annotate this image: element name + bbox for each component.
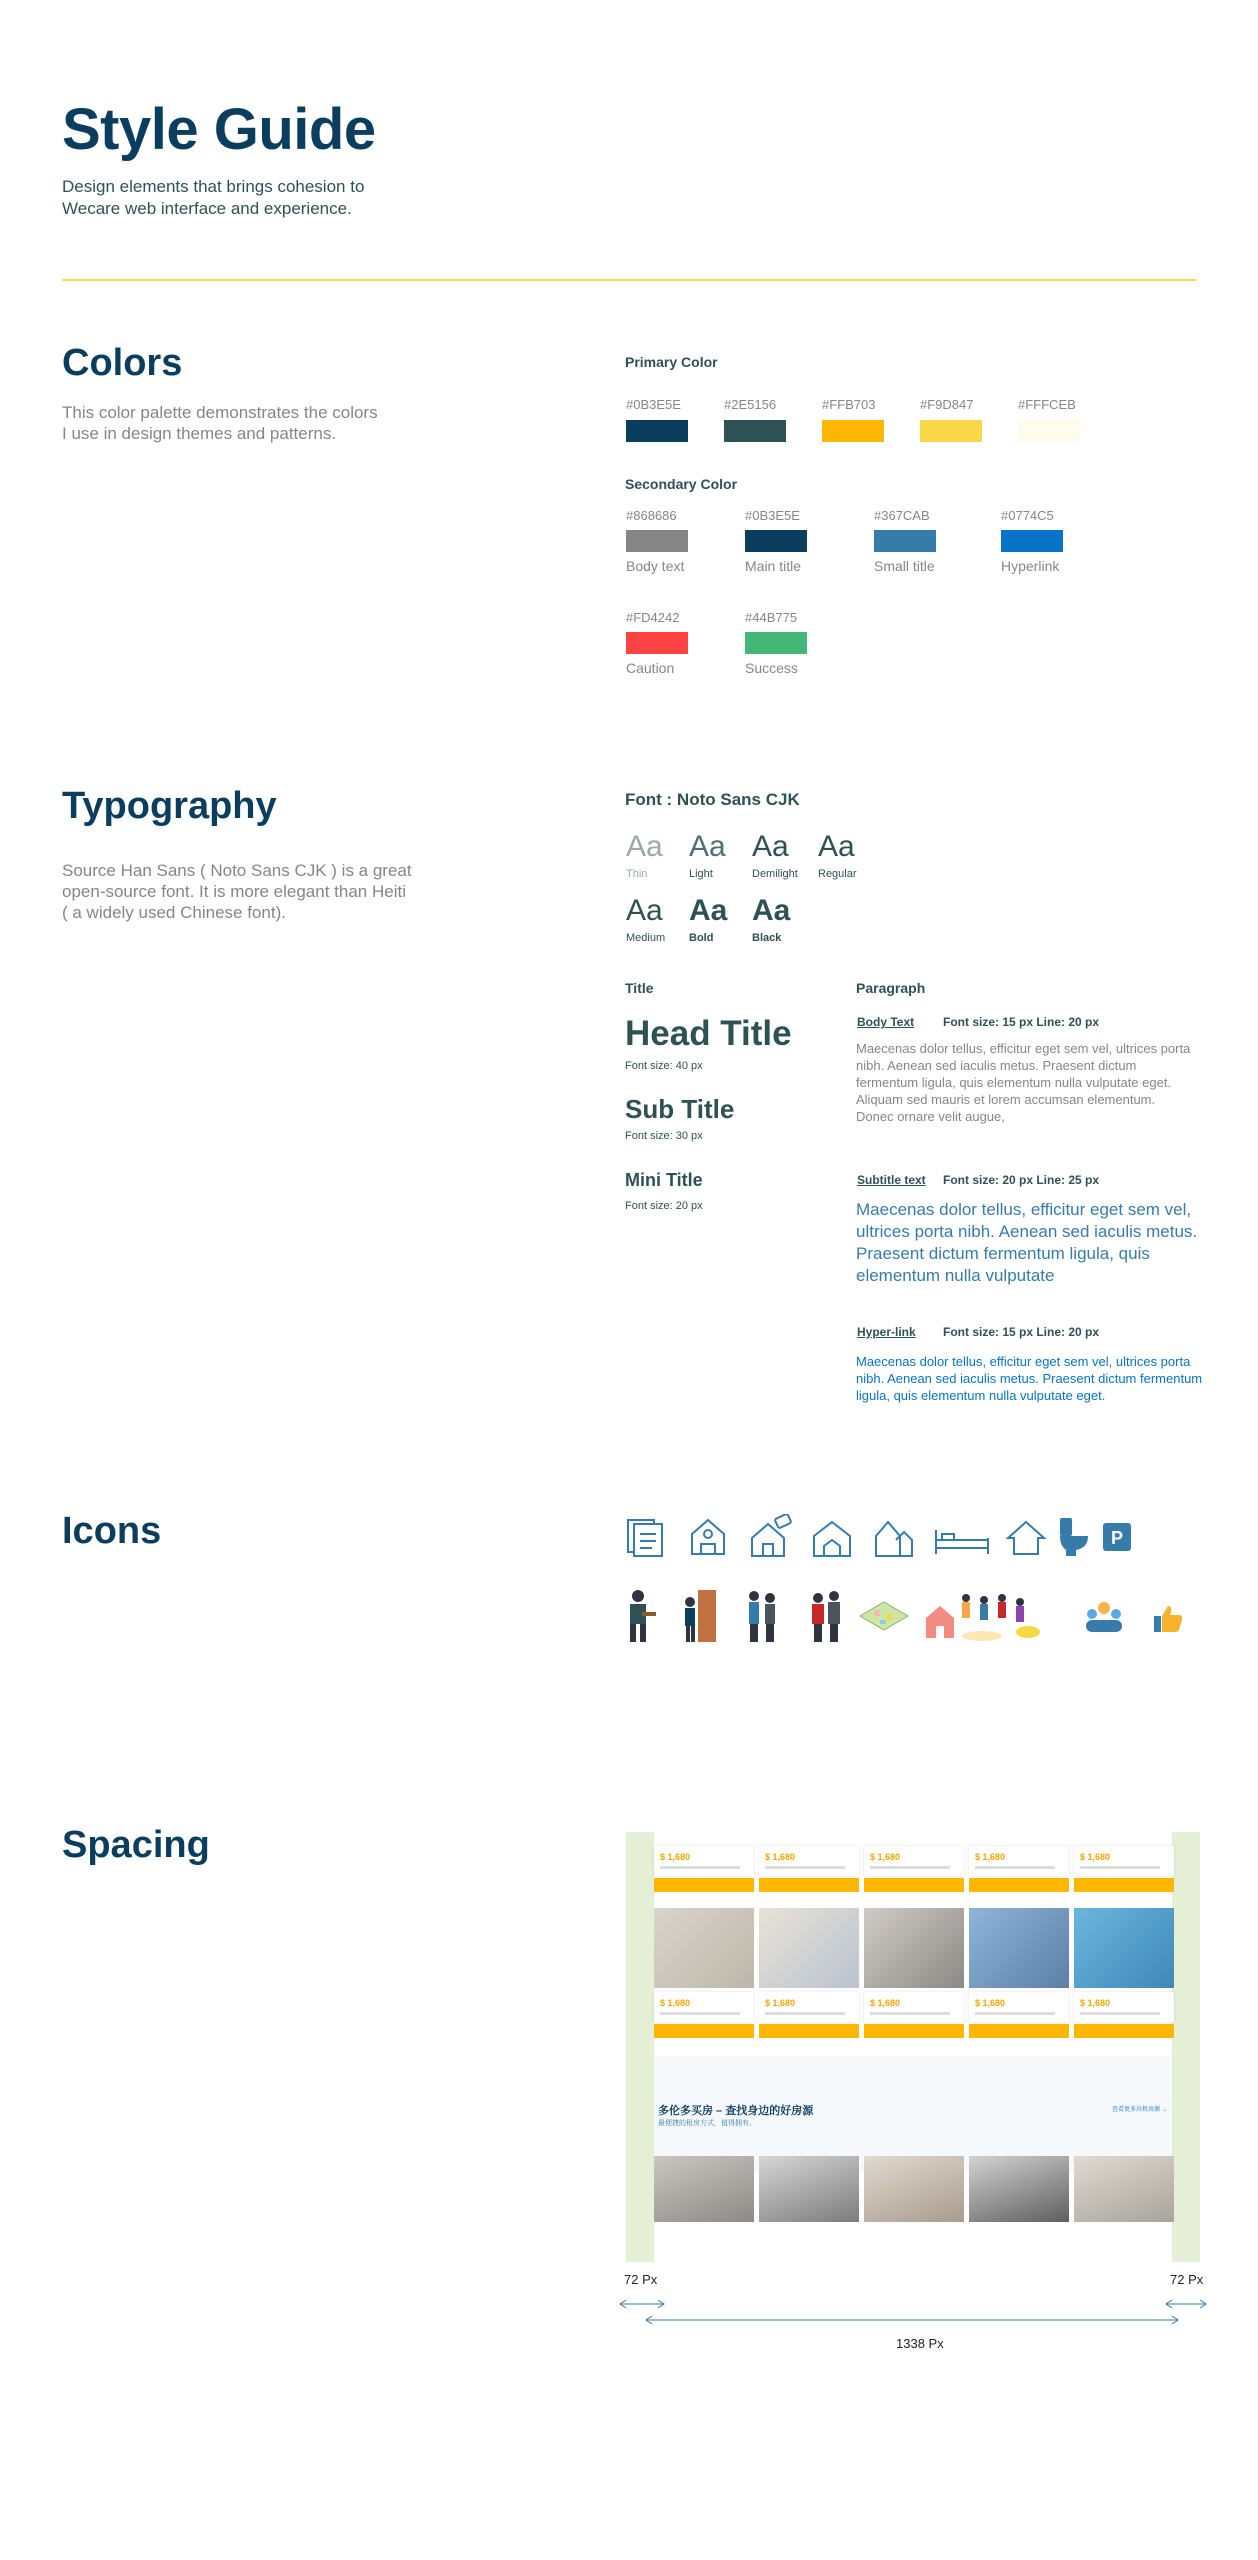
house-tag-icon <box>748 1514 792 1558</box>
page-subtitle <box>62 176 364 220</box>
listing-address-line <box>1080 1866 1160 1869</box>
font-weight-sample: Aa <box>752 894 791 927</box>
secondary-swatch-caption: Small title <box>874 558 935 574</box>
font-weight-caption: Light <box>689 868 713 880</box>
hyperlink-tag: Hyper-link <box>857 1325 916 1339</box>
person-door-icon <box>680 1588 720 1644</box>
spacing-section-title: Spacing <box>62 1824 210 1866</box>
content-width-label: 1338 Px <box>896 2336 944 2351</box>
left-margin-label: 72 Px <box>624 2272 658 2287</box>
featured-photo <box>654 2156 754 2222</box>
primary-swatch-hex: #FFB703 <box>822 397 876 412</box>
listing-price: $ 1,680 <box>1080 1998 1111 2008</box>
listing-address-line <box>765 2012 845 2015</box>
typography-desc-line-2: open-source font. It is more elegant than Heiti <box>62 882 406 901</box>
right-margin-band <box>1172 1832 1200 2262</box>
paragraph-column-label: Paragraph <box>856 980 926 996</box>
featured-photo <box>864 2156 964 2222</box>
toilet-icon <box>1056 1514 1092 1558</box>
mini-title-sample: Mini Title <box>625 1170 703 1190</box>
secondary-swatch <box>874 530 936 552</box>
colors-desc-line-2: I use in design themes and patterns. <box>62 424 337 443</box>
secondary-swatch-caption: Caution <box>626 660 675 676</box>
person-house-icon <box>686 1514 730 1558</box>
listing-tag-bar <box>654 2024 754 2038</box>
primary-swatch-hex: #F9D847 <box>920 397 974 412</box>
featured-photo <box>1074 2156 1174 2222</box>
primary-swatch-hex: #FFFCEB <box>1018 397 1076 412</box>
listing-price: $ 1,680 <box>870 1998 901 2008</box>
page-title: Style Guide <box>62 97 376 162</box>
primary-swatch <box>822 420 884 442</box>
spacing-dimension-arrows <box>618 2296 1208 2336</box>
person-desk-icon <box>624 1588 658 1644</box>
secondary-swatch-hex: #FD4242 <box>626 610 680 625</box>
subtitle-text-meta: Font size: 20 px Line: 25 px <box>943 1173 1100 1187</box>
mini-title-size: Font size: 20 px <box>625 1200 703 1212</box>
head-title-sample: Head Title <box>625 1014 792 1053</box>
listing-address-line <box>870 1866 950 1869</box>
icons-section-title: Icons <box>62 1510 162 1552</box>
title-column-label: Title <box>625 980 654 996</box>
font-weight-caption: Thin <box>626 868 648 880</box>
secondary-swatch <box>626 530 688 552</box>
two-houses-icon <box>872 1514 916 1558</box>
primary-swatch <box>724 420 786 442</box>
map-icon <box>856 1598 912 1634</box>
listing-tag-bar <box>1074 1878 1174 1892</box>
listing-tag-bar <box>969 2024 1069 2038</box>
listing-price: $ 1,680 <box>870 1852 901 1862</box>
parking-icon <box>1102 1522 1132 1552</box>
bed-icon <box>934 1514 990 1558</box>
listing-address-line <box>660 2012 740 2015</box>
view-more-link[interactable]: 查看更多出租房源 → <box>1112 2107 1168 2113</box>
listing-photo <box>759 1908 859 1988</box>
listing-address-line <box>975 1866 1055 1869</box>
listing-photo <box>969 1908 1069 1988</box>
listing-tag-bar <box>864 1878 964 1892</box>
body-text-meta: Font size: 15 px Line: 20 px <box>943 1015 1100 1029</box>
sub-title-sample: Sub Title <box>625 1094 735 1124</box>
font-weight-sample: Aa <box>689 894 728 927</box>
listing-tag-bar <box>654 1878 754 1892</box>
font-weight-caption: Demilight <box>752 868 798 880</box>
line-icon-row <box>624 1512 1224 1564</box>
page-subtitle-line-2: Wecare web interface and experience. <box>62 199 352 218</box>
agent-client-icon <box>806 1588 846 1644</box>
body-text-tag: Body Text <box>857 1015 915 1029</box>
listing-price: $ 1,680 <box>975 1852 1006 1862</box>
secondary-swatch-caption: Main title <box>745 558 802 574</box>
secondary-swatch-hex: #868686 <box>626 508 677 523</box>
spacing-content-area <box>654 1832 1172 2262</box>
font-weight-caption: Black <box>752 932 782 944</box>
featured-section-heading: 多伦多买房 – 查找身边的好房源 <box>658 2105 814 2117</box>
font-weight-sample: Aa <box>626 830 663 863</box>
colors-desc-line-1: This color palette demonstrates the colors <box>62 403 378 422</box>
featured-section-subheading: 最便捷的租房方式，值得拥有。 <box>658 2120 756 2127</box>
typography-description <box>62 860 412 923</box>
hyperlink-sample[interactable]: Maecenas dolor tellus, efficitur eget sem vel, ultrices porta nibh. Aenean sed iaculis metus. Praesent dictum fermentum ligula, quis elementum nulla vulputate eget. <box>856 1354 1203 1403</box>
body-text-sample: Maecenas dolor tellus, efficitur eget sem vel, ultrices porta nibh. Aenean sed iaculis metus. Praesent dictum fermentum ligula, quis elementum nulla vulputate eget. Aliquam sed mauris et lorem accumsan elementum. Donec ornare velit augue, <box>856 1041 1191 1124</box>
community-scene-icon <box>924 1588 1044 1644</box>
subtitle-text-tag: Subtitle text <box>857 1173 926 1187</box>
secondary-swatch-hex: #0B3E5E <box>745 508 800 523</box>
secondary-swatch <box>745 632 807 654</box>
secondary-swatch <box>1001 530 1063 552</box>
font-family-label: Font : Noto Sans CJK <box>625 790 800 809</box>
subtitle-text-sample: Maecenas dolor tellus, efficitur eget sem vel, ultrices porta nibh. Aenean sed iaculis metus. Praesent dictum fermentum ligula, quis elementum nulla vulputate <box>856 1200 1198 1285</box>
listing-photo <box>1074 1908 1174 1988</box>
listing-price: $ 1,680 <box>765 1852 796 1862</box>
featured-photo <box>759 2156 859 2222</box>
people-handshake-icon <box>744 1588 780 1644</box>
colors-section-title: Colors <box>62 342 183 384</box>
house-flat-icon <box>810 1514 854 1558</box>
font-weight-sample: Aa <box>818 830 855 863</box>
sub-title-size: Font size: 30 px <box>625 1130 703 1142</box>
listing-price: $ 1,680 <box>975 1998 1006 2008</box>
hyperlink-meta: Font size: 15 px Line: 20 px <box>943 1325 1100 1339</box>
listing-tag-bar <box>864 2024 964 2038</box>
listing-address-line <box>870 2012 950 2015</box>
secondary-swatch <box>626 632 688 654</box>
listing-price: $ 1,680 <box>765 1998 796 2008</box>
listing-price: $ 1,680 <box>660 1852 691 1862</box>
secondary-swatch-hex: #44B775 <box>745 610 798 625</box>
listing-photo <box>654 1908 754 1988</box>
font-weight-sample: Aa <box>626 894 663 927</box>
secondary-swatch-caption: Success <box>745 660 798 676</box>
listing-address-line <box>1080 2012 1160 2015</box>
team-icon <box>1084 1600 1124 1634</box>
listing-tag-bar <box>969 1878 1069 1892</box>
secondary-swatch <box>745 530 807 552</box>
secondary-swatch-caption: Hyperlink <box>1001 558 1060 574</box>
colors-description <box>62 402 378 444</box>
listing-price: $ 1,680 <box>1080 1852 1111 1862</box>
parking-icon-letter: P <box>1110 1528 1124 1548</box>
primary-swatch <box>626 420 688 442</box>
listing-tag-bar <box>759 2024 859 2038</box>
typography-desc-line-1: Source Han Sans ( Noto Sans CJK ) is a great <box>62 861 412 880</box>
left-margin-band <box>626 1832 654 2262</box>
primary-swatch-hex: #2E5156 <box>724 397 777 412</box>
header-divider <box>62 279 1196 281</box>
font-weight-sample: Aa <box>752 830 789 863</box>
secondary-color-label: Secondary Color <box>625 476 738 492</box>
listing-address-line <box>660 1866 740 1869</box>
document-list-icon <box>624 1514 668 1558</box>
right-margin-label: 72 Px <box>1170 2272 1204 2287</box>
listing-tag-bar <box>759 1878 859 1892</box>
primary-color-label: Primary Color <box>625 354 718 370</box>
secondary-swatch-caption: Body text <box>626 558 685 574</box>
spacing-preview <box>626 1832 1200 2262</box>
primary-swatch <box>920 420 982 442</box>
typography-section-title: Typography <box>62 785 277 827</box>
listing-photo <box>864 1908 964 1988</box>
primary-swatch <box>1018 420 1080 442</box>
font-weight-caption: Regular <box>818 868 857 880</box>
illustration-icon-row <box>624 1588 1224 1648</box>
head-title-size: Font size: 40 px <box>625 1060 703 1072</box>
font-weight-caption: Medium <box>626 932 666 944</box>
home-outline-icon <box>1004 1514 1048 1558</box>
page-subtitle-line-1: Design elements that brings cohesion to <box>62 177 365 196</box>
listing-address-line <box>975 2012 1055 2015</box>
thumbs-up-icon <box>1152 1602 1184 1634</box>
typography-desc-line-3: ( a widely used Chinese font). <box>62 903 286 922</box>
font-weight-sample: Aa <box>689 830 726 863</box>
primary-swatch-hex: #0B3E5E <box>626 397 681 412</box>
listing-price: $ 1,680 <box>660 1998 691 2008</box>
secondary-swatch-hex: #0774C5 <box>1001 508 1054 523</box>
listing-address-line <box>765 1866 845 1869</box>
secondary-swatch-hex: #367CAB <box>874 508 930 523</box>
featured-photo <box>969 2156 1069 2222</box>
listing-tag-bar <box>1074 2024 1174 2038</box>
font-weight-caption: Bold <box>689 932 714 944</box>
